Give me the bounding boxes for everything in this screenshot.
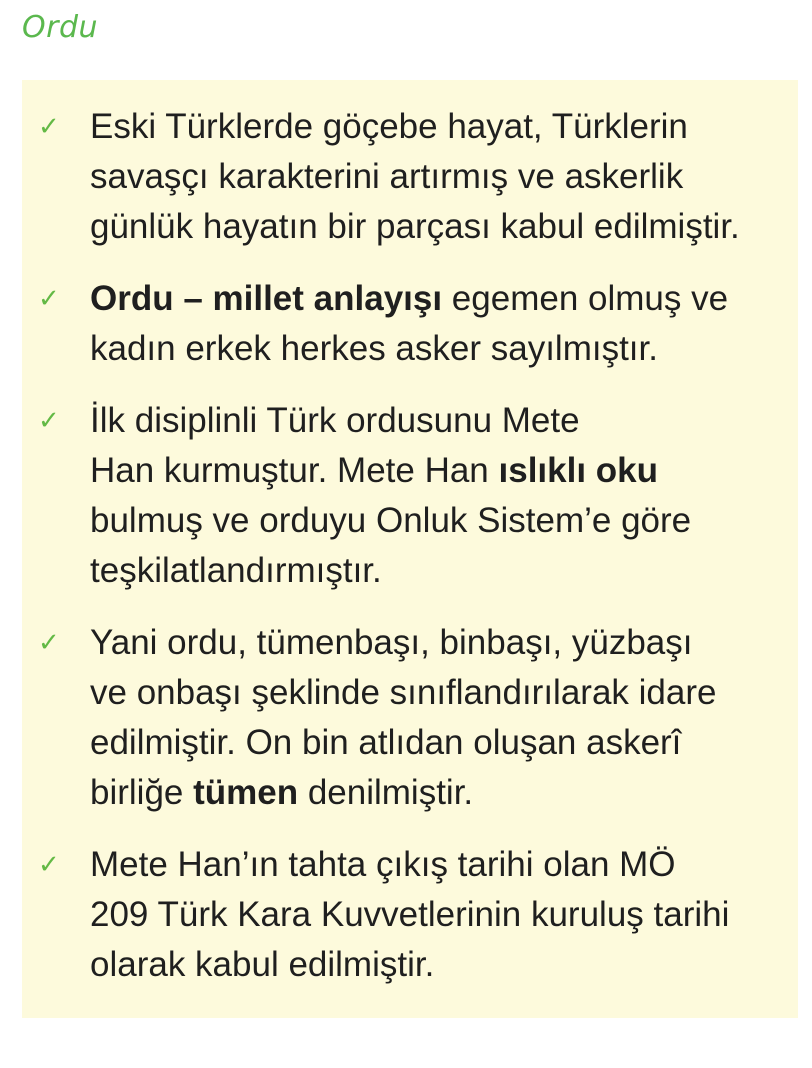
text-line [90,202,784,252]
list-item [36,396,784,596]
bold-term: ıslıklı oku [498,451,658,490]
text-segment: kadın erkek herkes asker sayılmıştır. [90,329,658,368]
text-segment: teşkilatlandırmıştır. [90,551,382,590]
checkmark-icon: ✓ [38,406,60,436]
checkmark-icon: ✓ [38,850,60,880]
list-item [36,274,784,374]
checkmark-icon: ✓ [38,628,60,658]
text-segment: Mete Han’ın tahta çıkış tarihi olan MÖ [90,845,676,884]
text-segment: edilmiştir. On bin atlıdan oluşan askerî [90,723,682,762]
text-line [90,940,784,990]
text-segment: günlük hayatın bir parçası kabul edilmiştir. [90,207,740,246]
text-segment: birliğe [90,773,194,812]
list-item [36,618,784,818]
info-panel [22,80,798,1018]
text-line [90,324,784,374]
text-line [90,840,784,890]
text-line [90,890,784,940]
list-item-text [86,840,784,990]
section-title: Ordu [22,10,99,45]
text-line [90,396,784,446]
list-item-text [86,274,784,374]
text-line [90,274,784,324]
text-line [90,618,784,668]
text-line [90,718,784,768]
text-segment: Han kurmuştur. Mete Han [90,451,499,490]
text-segment: bulmuş ve orduyu Onluk Sistem’e göre [90,501,692,540]
text-segment: İlk disiplinli Türk ordusunu Mete [90,401,580,440]
text-segment: Eski Türklerde göçebe hayat, Türklerin [90,107,688,146]
text-segment: 209 Türk Kara Kuvvetlerinin kuruluş tarihi [90,895,730,934]
checkmark-icon: ✓ [38,112,60,142]
list-item-text [86,618,784,818]
text-segment: Yani ordu, tümenbaşı, binbaşı, yüzbaşı [90,623,693,662]
text-line [90,446,784,496]
text-line [90,668,784,718]
text-line [90,496,784,546]
text-line [90,546,784,596]
bold-term: tümen [193,773,299,812]
text-segment: savaşçı karakterini artırmış ve askerlik [90,157,684,196]
list-item-text [86,102,784,252]
list-item [36,840,784,990]
text-line [90,102,784,152]
bold-term: Ordu – millet anlayışı [90,279,443,318]
checkmark-icon: ✓ [38,284,60,314]
text-segment: ve onbaşı şeklinde sınıflandırılarak idare [90,673,717,712]
text-line [90,768,784,818]
text-segment: egemen olmuş ve [442,279,729,318]
text-segment: denilmiştir. [298,773,474,812]
list-item-text [86,396,784,596]
list-item [36,102,784,252]
text-segment: olarak kabul edilmiştir. [90,945,435,984]
text-line [90,152,784,202]
